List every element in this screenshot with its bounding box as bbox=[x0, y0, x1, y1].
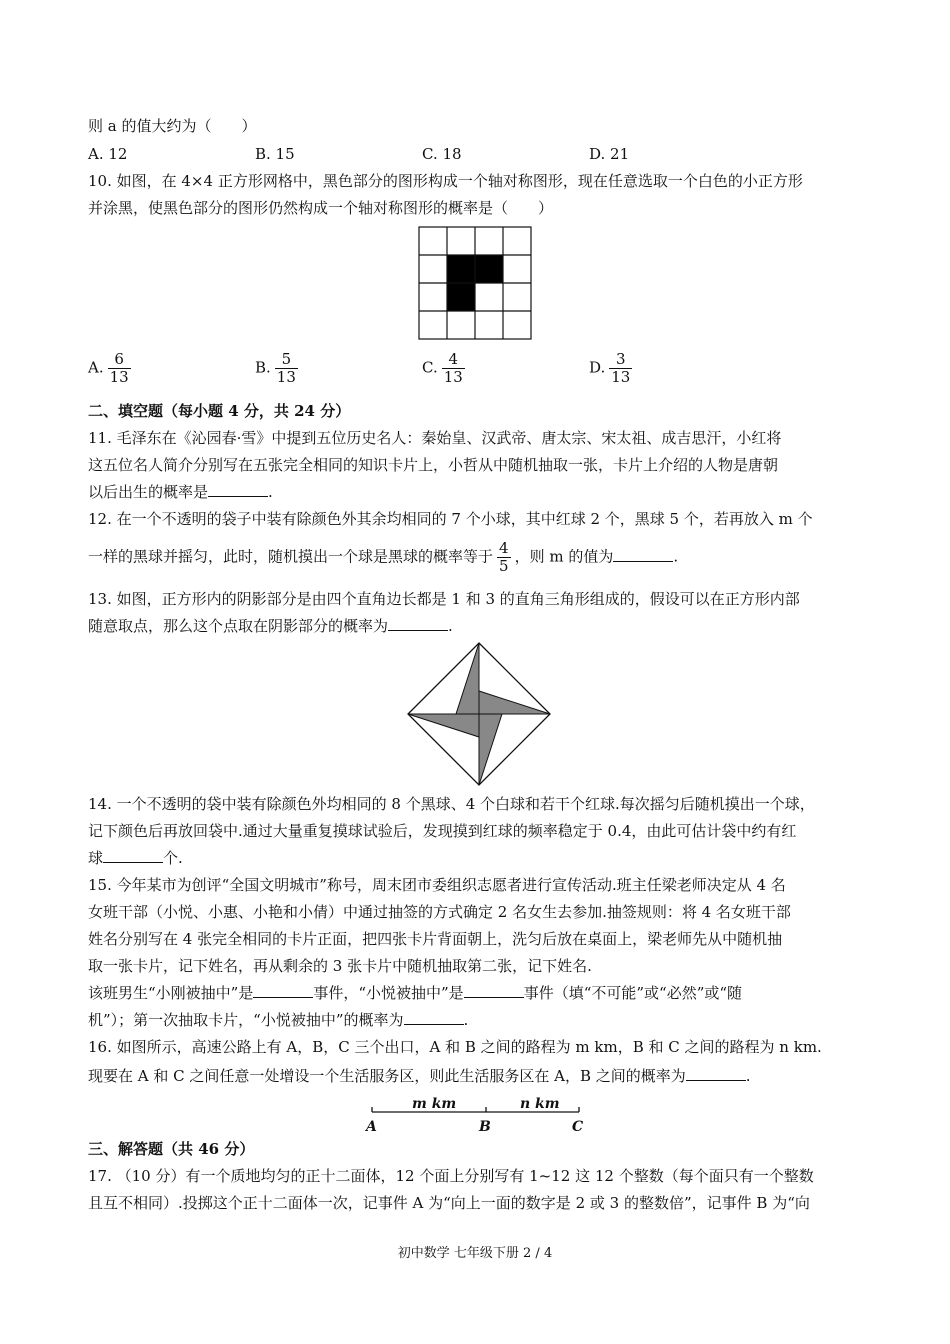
answer-blank bbox=[388, 616, 448, 631]
q15-line-1: 15. 今年某市为创评“全国文明城市”称号，周末团市委组织志愿者进行宣传活动.班主任梁老师决定从 4 名 bbox=[88, 876, 786, 894]
answer-blank bbox=[404, 1010, 464, 1025]
answer-blank bbox=[686, 1066, 746, 1081]
section-3-title: 三、解答题（共 46 分） bbox=[88, 1140, 255, 1158]
q9-option-d: D. 21 bbox=[589, 145, 630, 163]
page-footer: 初中数学 七年级下册 2 / 4 bbox=[397, 1246, 553, 1261]
grid-cell-black bbox=[447, 255, 475, 283]
q15-line-5: 该班男生“小刚被抽中”是 事件，“小悦被抽中”是 事件（填“不可能”或“必然”或“随 bbox=[88, 984, 743, 1002]
q14-line-2: 记下颜色后再放回袋中.通过大量重复摸球试验后，发现摸到红球的频率稳定于 0.4，由此可估计袋中约有红 bbox=[88, 822, 797, 840]
q17-line-1: 17. （10 分）有一个质地均匀的正十二面体，12 个面上分别写有 1~12 这 12 个整数（每个面只有一个整数 bbox=[88, 1167, 814, 1185]
answer-blank bbox=[208, 482, 268, 497]
q16-line-2: 现要在 A 和 C 之间任意一处增设一个生活服务区，则此生活服务区在 A，B 之间的概率为 . bbox=[88, 1067, 751, 1085]
q10-line-1: 10. 如图，在 4×4 正方形网格中，黑色部分的图形构成一个轴对称图形，现在任意选取一个白色的小正方形 bbox=[88, 172, 803, 190]
q9-text: 则 a 的值大约为（ ） bbox=[88, 117, 257, 135]
q10-option-d: D. $\frac{3}{13}$ bbox=[589, 350, 631, 386]
q10-option-a: A. $\frac{6}{13}$ bbox=[88, 350, 129, 386]
q14-line-3: 球 个. bbox=[88, 849, 183, 867]
q9-option-b: B. 15 bbox=[255, 145, 295, 163]
point-c-label: C bbox=[572, 1119, 584, 1135]
point-b-label: B bbox=[479, 1119, 491, 1135]
q9-option-a: A. 12 bbox=[88, 145, 128, 163]
road-diagram bbox=[362, 1094, 592, 1138]
q12-line-2: 一样的黑球并摇匀，此时，随机摸出一个球是黑球的概率等于 $\frac{4}{5}$ ，则 m 的值为 . bbox=[88, 539, 679, 575]
q11-line-3: 以后出生的概率是 . bbox=[88, 483, 273, 501]
q15-line-2: 女班干部（小悦、小惠、小艳和小倩）中通过抽签的方式确定 2 名女生去参加.抽签规则：将 4 名女班干部 bbox=[88, 903, 791, 921]
segment-ab-label: m km bbox=[412, 1096, 457, 1112]
point-a-label: A bbox=[366, 1119, 377, 1135]
grid-cell-black bbox=[447, 283, 475, 311]
grid-figure bbox=[418, 226, 534, 342]
answer-blank bbox=[613, 547, 673, 562]
answer-blank bbox=[103, 848, 163, 863]
answer-blank bbox=[253, 983, 313, 998]
q11-line-1: 11. 毛泽东在《沁园春·雪》中提到五位历史名人：秦始皇、汉武帝、唐太宗、宋太祖、成吉思汗，小红将 bbox=[88, 429, 782, 447]
answer-blank bbox=[464, 983, 524, 998]
q10-option-b: B. $\frac{5}{13}$ bbox=[255, 350, 296, 386]
q12-line-1: 12. 在一个不透明的袋子中装有除颜色外其余均相同的 7 个小球，其中红球 2 个，黑球 5 个，若再放入 m 个 bbox=[88, 510, 813, 528]
q16-line-1: 16. 如图所示，高速公路上有 A，B，C 三个出口，A 和 B 之间的路程为 m km，B 和 C 之间的路程为 n km. bbox=[88, 1038, 822, 1056]
q17-line-2: 且互不相同）.投掷这个正十二面体一次，记事件 A 为“向上一面的数字是 2 或 3 的整数倍”，记事件 B 为“向 bbox=[88, 1194, 810, 1212]
q10-option-c: C. $\frac{4}{13}$ bbox=[422, 350, 463, 386]
section-2-title: 二、填空题（每小题 4 分，共 24 分） bbox=[88, 402, 351, 420]
q13-line-2: 随意取点，那么这个点取在阴影部分的概率为 . bbox=[88, 617, 453, 635]
q11-line-2: 这五位名人简介分别写在五张完全相同的知识卡片上，小哲从中随机抽取一张，卡片上介绍的人物是唐朝 bbox=[88, 456, 779, 474]
q14-line-1: 14. 一个不透明的袋中装有除颜色外均相同的 8 个黑球、4 个白球和若干个红球.每次摇匀后随机摸出一个球， bbox=[88, 795, 815, 813]
q13-line-1: 13. 如图，正方形内的阴影部分是由四个直角边长都是 1 和 3 的直角三角形组成的，假设可以在正方形内部 bbox=[88, 590, 800, 608]
q15-line-6: 机”）；第一次抽取卡片，“小悦被抽中”的概率为 . bbox=[88, 1011, 469, 1029]
segment-bc-label: n km bbox=[520, 1096, 560, 1112]
grid-cell-black bbox=[475, 255, 503, 283]
q10-line-2: 并涂黑，使黑色部分的图形仍然构成一个轴对称图形的概率是（ ） bbox=[88, 199, 554, 217]
pinwheel-figure bbox=[404, 640, 554, 788]
q15-line-4: 取一张卡片，记下姓名，再从剩余的 3 张卡片中随机抽取第二张，记下姓名. bbox=[88, 957, 592, 975]
q15-line-3: 姓名分别写在 4 张完全相同的卡片正面，把四张卡片背面朝上，洗匀后放在桌面上，梁老师先从中随机抽 bbox=[88, 930, 783, 948]
q9-option-c: C. 18 bbox=[422, 145, 462, 163]
